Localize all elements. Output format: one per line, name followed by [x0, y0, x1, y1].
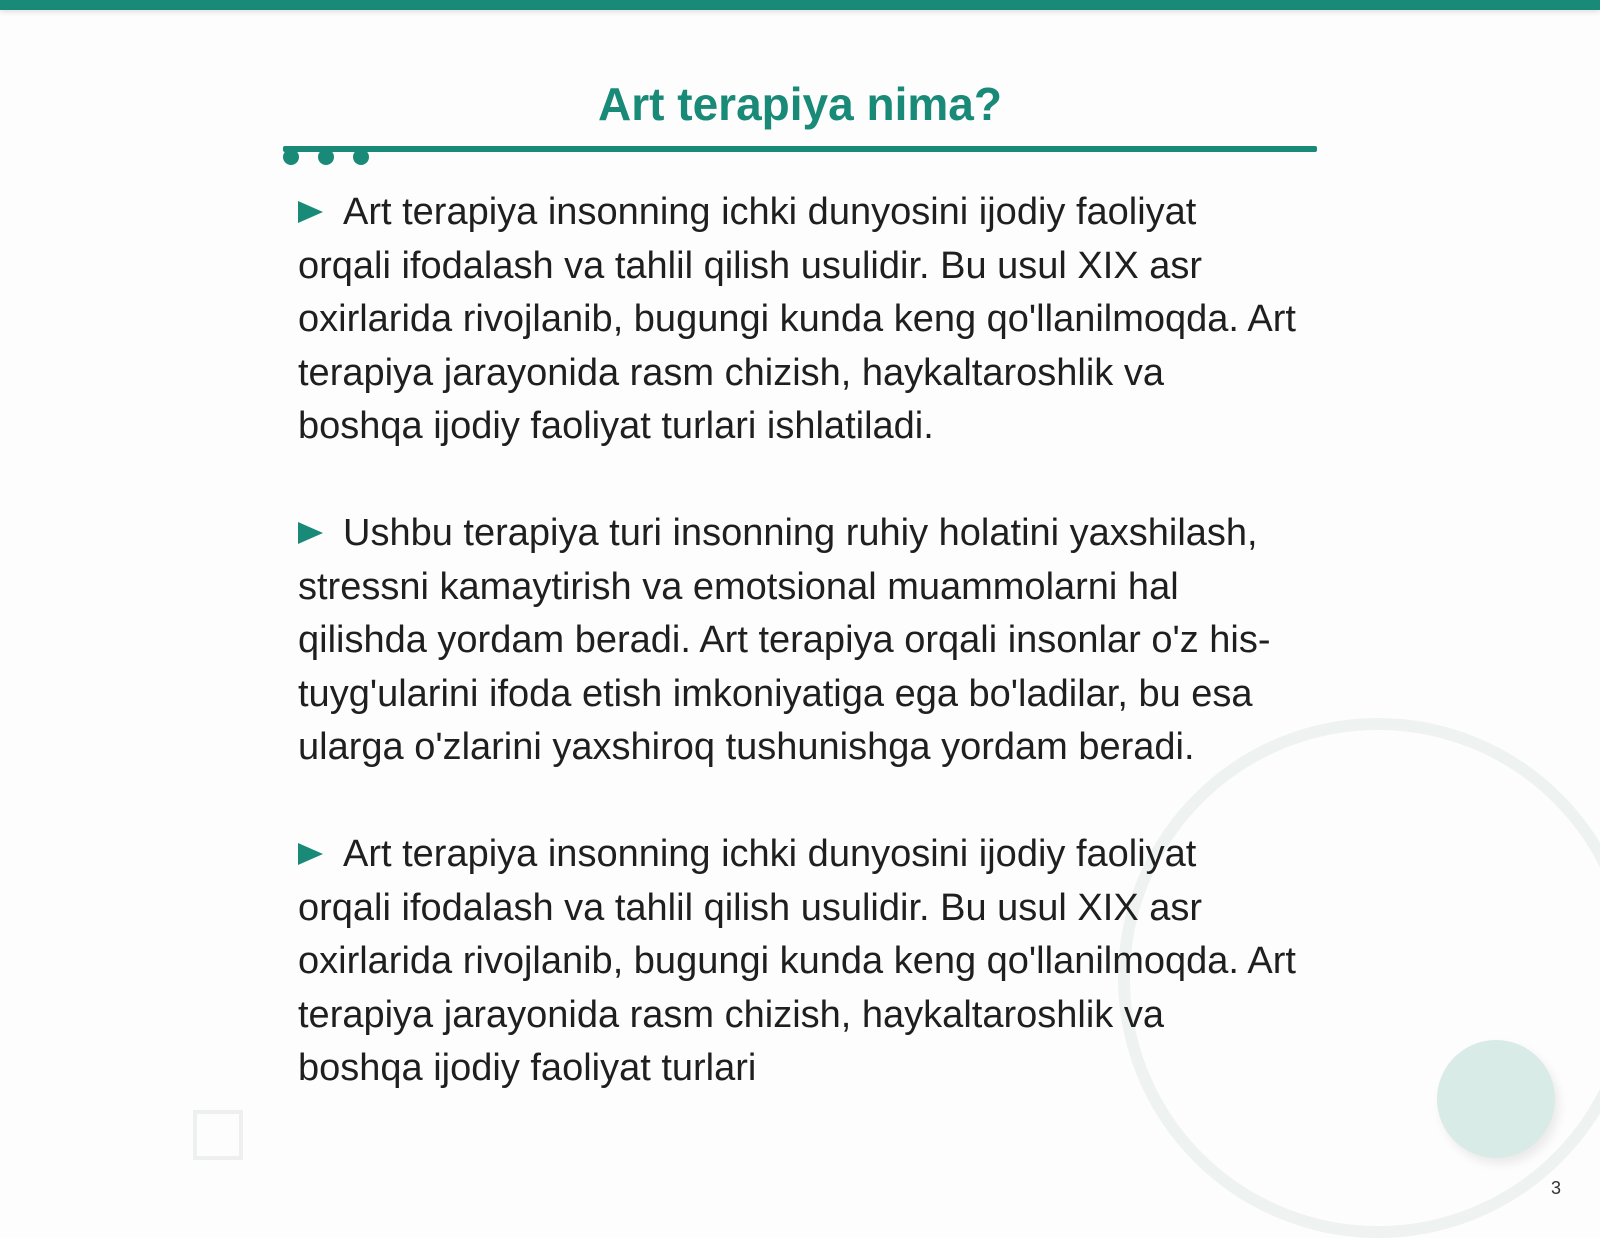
- bullet-item: [298, 828, 1298, 1096]
- triangle-bullet-icon: [298, 201, 323, 223]
- bullet-text: Ushbu terapiya turi insonning ruhiy holatini yaxshilash, stressni kamaytirish va emotsional muammolarni hal qilishda yordam beradi. Art terapiya orqali insonlar o'z his-tuyg'ularini ifoda etish imkoniyatiga ega bo'ladilar, bu esa ularga o'zlarini yaxshiroq tushunishga yordam beradi.: [298, 512, 1271, 768]
- bullet-text: Art terapiya insonning ichki dunyosini ijodiy faoliyat orqali ifodalash va tahlil qilish usulidir. Bu usul XIX asr oxirlarida rivojlanib, bugungi kunda keng qo'llanilmoqda. Art terapiya jarayonida rasm chizish, haykaltaroshlik va boshqa ijodiy faoliyat turlari ishlatiladi.: [298, 191, 1296, 447]
- triangle-bullet-icon: [298, 522, 323, 544]
- title-underline: [283, 146, 1317, 152]
- bullet-item: [298, 507, 1298, 775]
- decorative-circle: [1437, 1040, 1555, 1158]
- bullet-item: [298, 186, 1298, 454]
- underline-dot: [353, 149, 369, 165]
- top-accent-bar: [0, 0, 1600, 10]
- bullet-list: [298, 186, 1298, 1149]
- page-number: 3: [1551, 1178, 1562, 1198]
- triangle-bullet-icon: [298, 843, 323, 865]
- underline-dot: [318, 149, 334, 165]
- bullet-text: Art terapiya insonning ichki dunyosini ijodiy faoliyat orqali ifodalash va tahlil qilish usulidir. Bu usul XIX asr oxirlarida rivojlanib, bugungi kunda keng qo'llanilmoqda. Art terapiya jarayonida rasm chizish, haykaltaroshlik va boshqa ijodiy faoliyat turlari: [298, 833, 1296, 1089]
- underline-dot: [283, 149, 299, 165]
- slide-title: Art terapiya nima?: [598, 78, 1002, 130]
- decorative-square: [193, 1110, 243, 1160]
